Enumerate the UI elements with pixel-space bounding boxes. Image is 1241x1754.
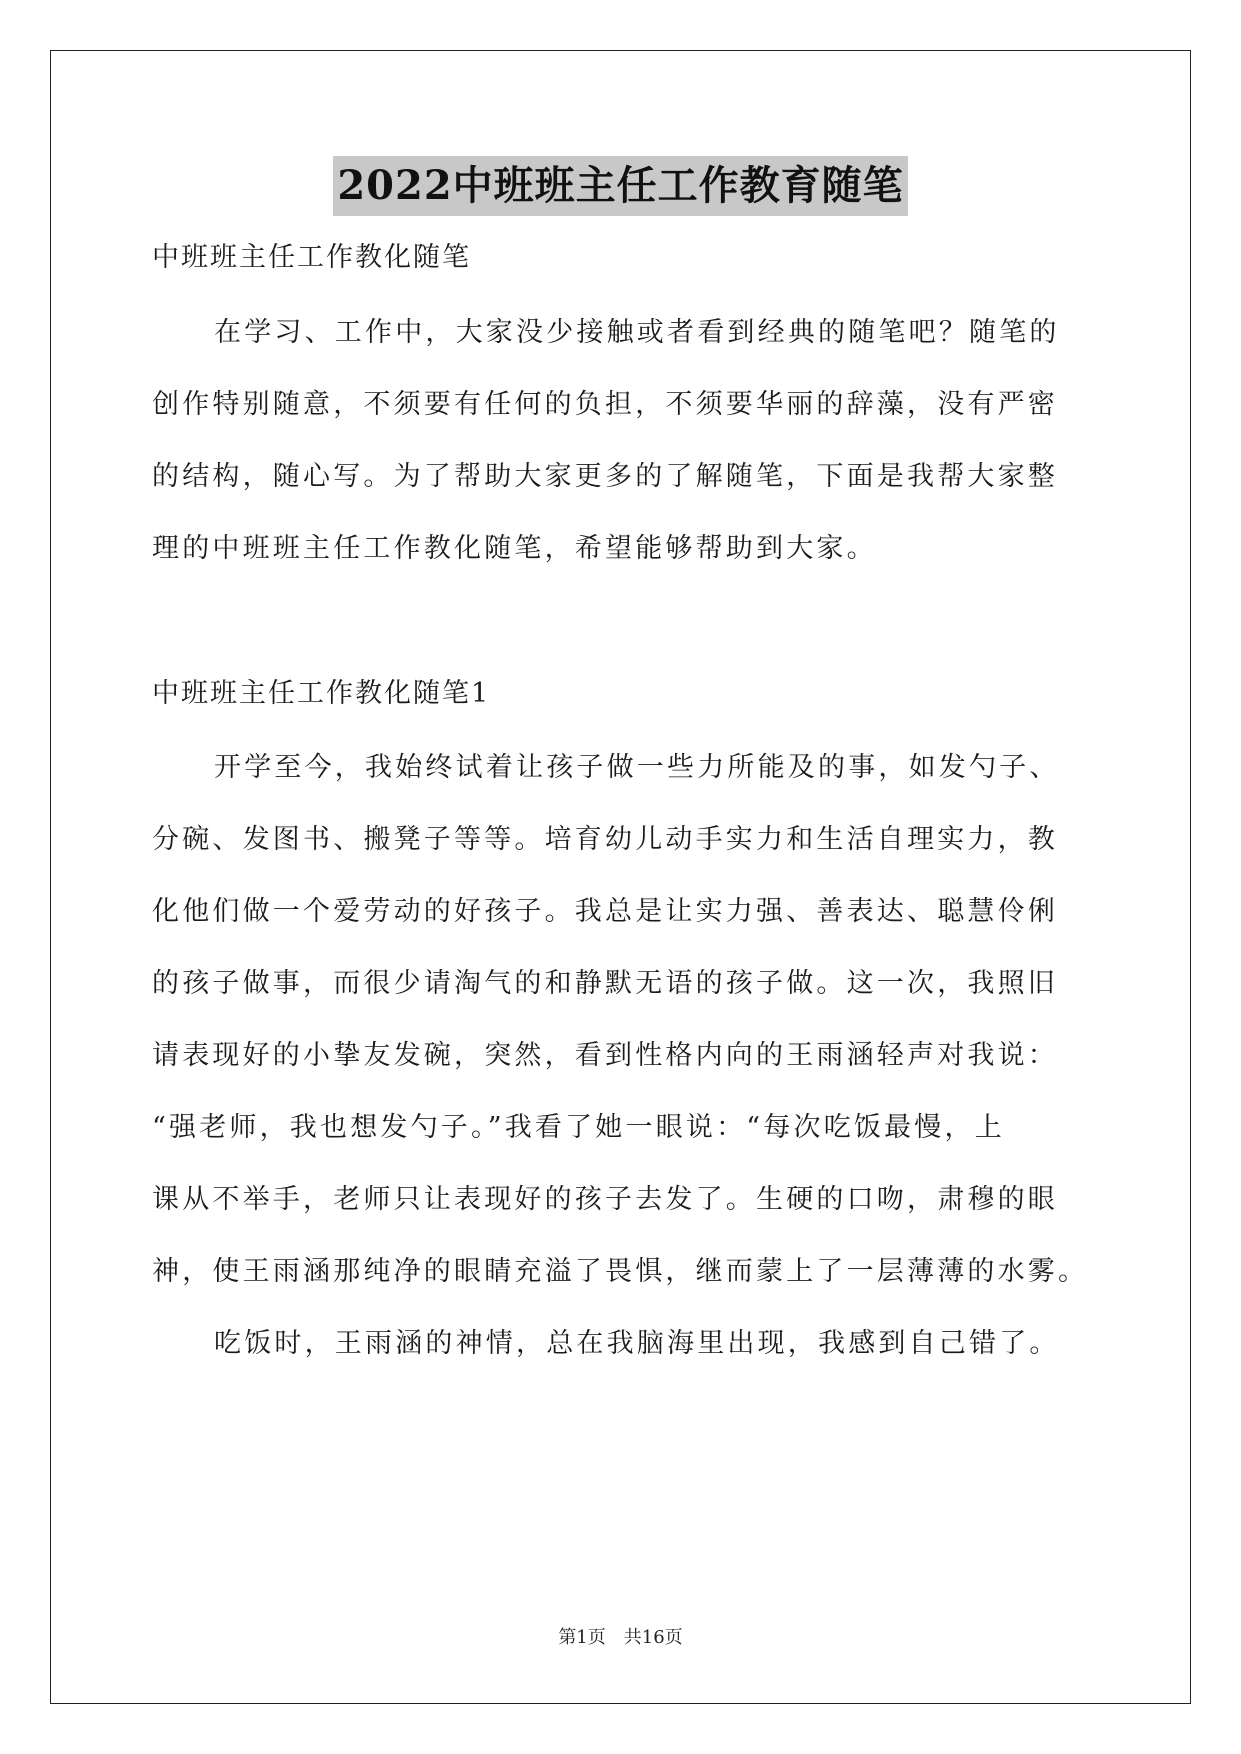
body-line: 化他们做一个爱劳动的好孩子。我总是让实力强、善表达、聪慧伶俐 xyxy=(152,896,1058,927)
body-line: 神，使王雨涵那纯净的眼睛充溢了畏惧，继而蒙上了一层薄薄的水雾。 xyxy=(152,1256,1089,1287)
intro-line: 理的中班班主任工作教化随笔，希望能够帮助到大家。 xyxy=(152,533,877,564)
document-title: 2022中班班主任工作教育随笔 xyxy=(333,156,907,216)
intro-line: 在学习、工作中，大家没少接触或者看到经典的随笔吧？随笔的 xyxy=(214,317,1060,348)
section-heading: 中班班主任工作教化随笔1 xyxy=(152,678,491,709)
body-line: “强老师，我也想发勺子。”我看了她一眼说：“每次吃饭最慢，上 xyxy=(152,1112,1005,1143)
intro-line: 创作特别随意，不须要有任何的负担，不须要华丽的辞藻，没有严密 xyxy=(152,389,1058,420)
body-line: 吃饭时，王雨涵的神情，总在我脑海里出现，我感到自己错了。 xyxy=(214,1328,1060,1359)
page-footer: 第1页 共16页 xyxy=(558,1627,683,1648)
page-border xyxy=(50,50,1191,1704)
body-line: 开学至今，我始终试着让孩子做一些力所能及的事，如发勺子、 xyxy=(214,752,1060,783)
body-line: 请表现好的小挚友发碗，突然，看到性格内向的王雨涵轻声对我说： xyxy=(152,1040,1058,1071)
body-line: 课从不举手，老师只让表现好的孩子去发了。生硬的口吻，肃穆的眼 xyxy=(152,1184,1058,1215)
body-line: 分碗、发图书、搬凳子等等。培育幼儿动手实力和生活自理实力，教 xyxy=(152,824,1058,855)
title-container xyxy=(0,156,1241,216)
intro-line: 的结构，随心写。为了帮助大家更多的了解随笔，下面是我帮大家整 xyxy=(152,461,1058,492)
body-line: 的孩子做事，而很少请淘气的和静默无语的孩子做。这一次，我照旧 xyxy=(152,968,1058,999)
document-subtitle: 中班班主任工作教化随笔 xyxy=(152,242,471,273)
